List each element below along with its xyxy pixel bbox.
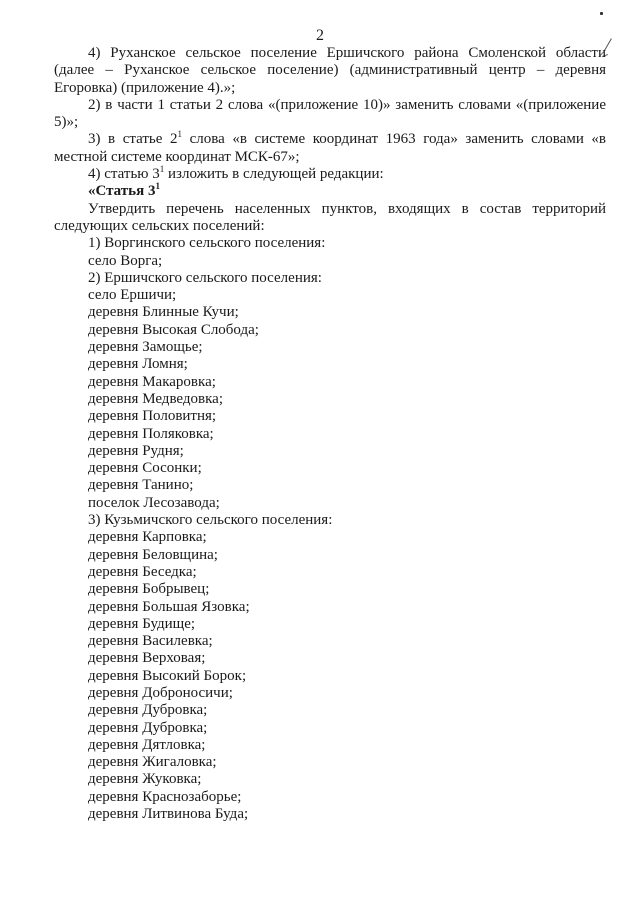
list-item: деревня Жуковка;: [88, 771, 202, 788]
list-item: деревня Карповка;: [88, 529, 207, 546]
list-item: деревня Замощье;: [88, 339, 203, 356]
document-body: [54, 45, 606, 823]
article-intro: Утвердить перечень населенных пунктов, входящих в состав территорий следующих сельских поселений:: [54, 200, 606, 234]
list-item: деревня Жигаловка;: [88, 754, 217, 771]
list-item: деревня Макаровка;: [88, 373, 216, 390]
page-number: 2: [316, 27, 324, 44]
list-item: деревня Дятловка;: [88, 736, 206, 753]
paragraph-amend-article-2: 2) в части 1 статьи 2 слова «(приложение 10)» заменить словами «(приложение 5)»;: [54, 96, 606, 131]
list-item: деревня Бобрывец;: [88, 581, 210, 598]
list-item: деревня Будище;: [88, 615, 196, 632]
superscript: 1: [159, 164, 165, 175]
list-item: деревня Дубровка;: [88, 719, 208, 736]
paragraph-ruhanskoe: 4) Руханское сельское поселение Ершичского района Смоленской области (далее – Руханское сельское поселение) (административный центр – деревня Егоровка) (приложение 4).»;: [54, 45, 606, 96]
settlement-list: [54, 235, 606, 823]
list-item: деревня Рудня;: [88, 442, 184, 459]
superscript: 1: [155, 181, 160, 192]
list-item: деревня Половитня;: [88, 408, 217, 425]
list-item: деревня Большая Язовка;: [88, 598, 250, 615]
list-item: деревня Танино;: [88, 477, 194, 494]
list-item: 2) Ершичского сельского поселения:: [88, 269, 322, 286]
list-item: деревня Сосонки;: [88, 460, 202, 477]
paragraph-amend-article-3-1: [54, 166, 606, 183]
article-title: «Статья 3: [88, 183, 156, 200]
paragraph-text: 4) статью 3: [88, 166, 160, 183]
list-item: деревня Верховая;: [88, 650, 206, 667]
list-item: 3) Кузьмичского сельского поселения:: [88, 512, 333, 529]
list-item: село Ворга;: [88, 252, 163, 269]
list-item: деревня Дубровка;: [88, 702, 208, 719]
scan-artifact: [600, 12, 603, 15]
list-item: деревня Беседка;: [88, 563, 197, 580]
list-item: поселок Лесозавода;: [88, 494, 220, 511]
paragraph-text: слова «в системе координат 1963 года» заменить словами «в местной системе координат МСК-67»;: [54, 131, 607, 165]
list-item: деревня Литвинова Буда;: [88, 806, 249, 823]
list-item: деревня Василевка;: [88, 633, 213, 650]
paragraph-text: изложить в следующей редакции:: [164, 166, 384, 183]
list-item: деревня Ломня;: [88, 356, 188, 373]
list-item: деревня Высокая Слобода;: [88, 321, 259, 338]
list-item: деревня Доброносичи;: [88, 684, 233, 701]
list-item: деревня Краснозаборье;: [88, 788, 242, 805]
list-item: деревня Беловщина;: [88, 546, 218, 563]
superscript: 1: [177, 129, 182, 140]
paragraph-text: 3) в статье 2: [88, 131, 178, 148]
list-item: деревня Медведовка;: [88, 390, 223, 407]
list-item: деревня Высокий Борок;: [88, 667, 247, 684]
article-heading: [54, 183, 606, 200]
list-item: деревня Блинные Кучи;: [88, 304, 239, 321]
list-item: 1) Воргинского сельского поселения:: [88, 235, 326, 252]
paragraph-amend-article-2-1: [54, 131, 606, 166]
list-item: село Ершичи;: [88, 287, 177, 304]
list-item: деревня Поляковка;: [88, 425, 214, 442]
